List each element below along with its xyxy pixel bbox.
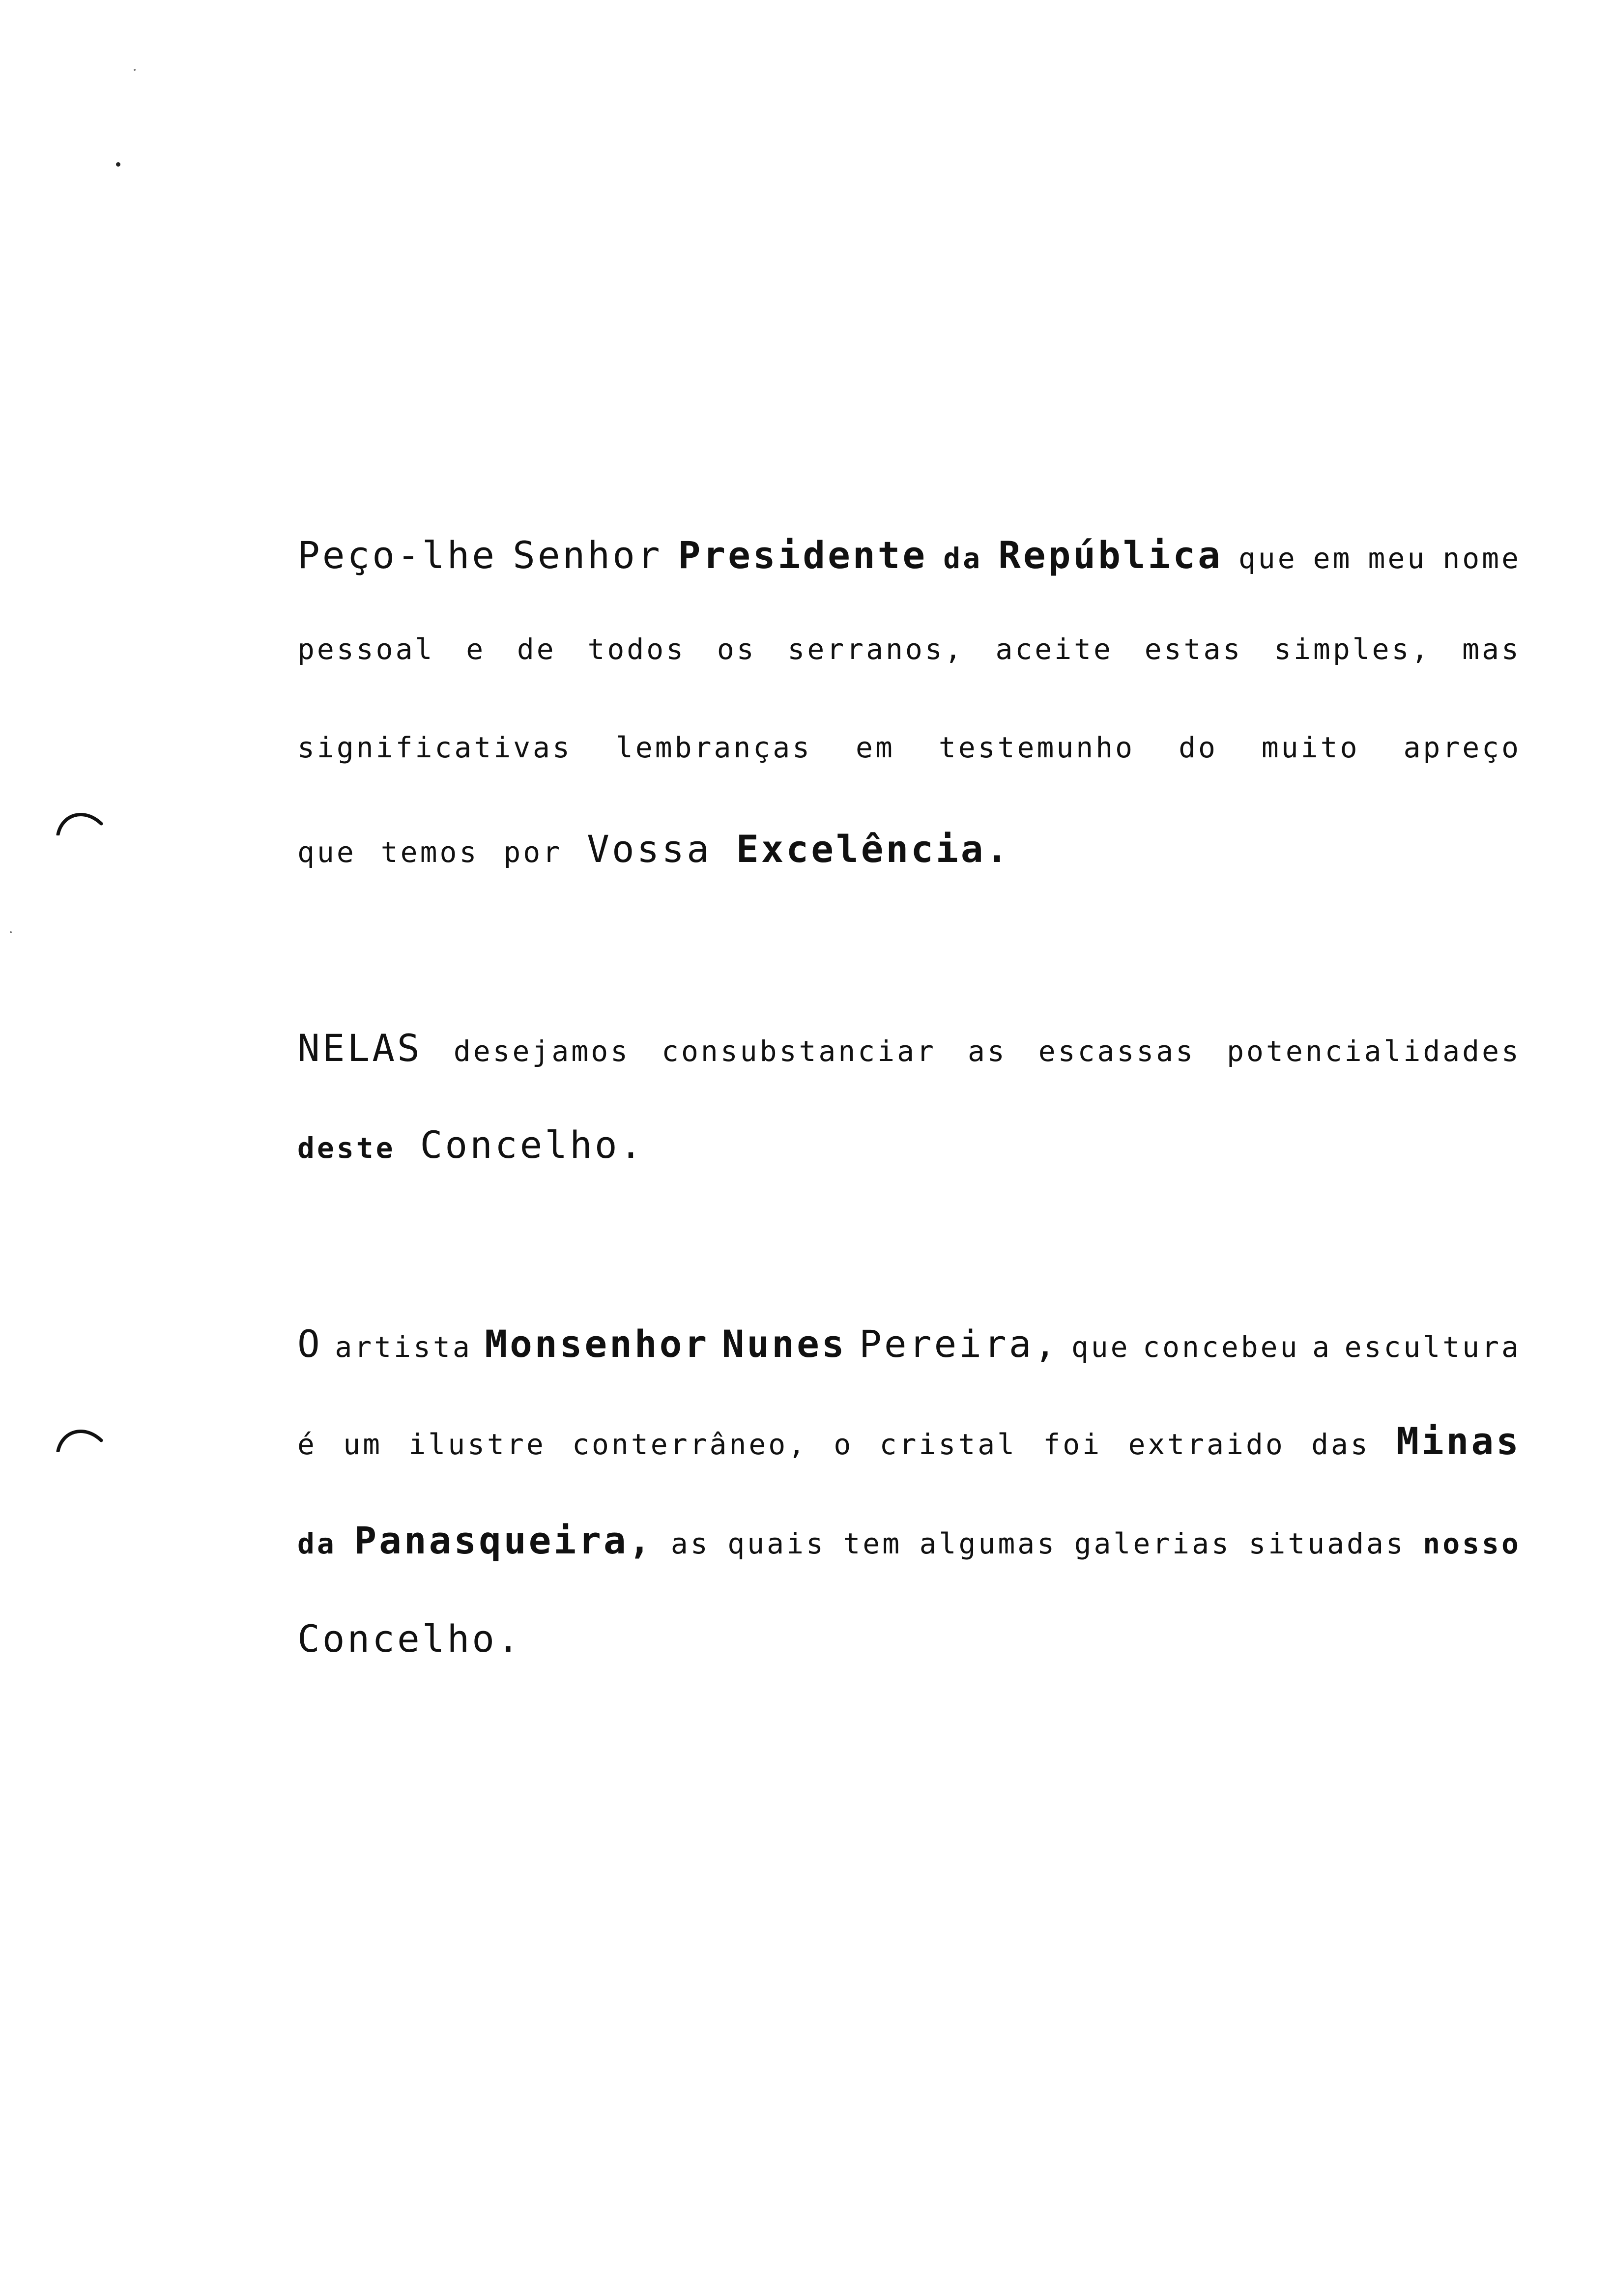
word: escassas xyxy=(1038,1034,1196,1068)
word: tem xyxy=(843,1527,902,1560)
word: conterrâneo, xyxy=(572,1428,808,1461)
word: Concelho. xyxy=(297,1617,522,1661)
word: simples, xyxy=(1274,632,1431,666)
word: consubstanciar xyxy=(662,1034,936,1068)
word: das xyxy=(1311,1428,1370,1461)
word: serranos, xyxy=(787,632,964,666)
word: meu xyxy=(1368,542,1427,575)
scan-speck xyxy=(116,162,120,167)
word: o xyxy=(834,1428,854,1461)
word: temos xyxy=(380,835,479,869)
word: as xyxy=(967,1034,1007,1068)
word: significativas xyxy=(297,731,572,764)
paragraph-1-line-2 xyxy=(297,632,1521,677)
word: extraido xyxy=(1128,1428,1285,1461)
paragraph-3-line-3 xyxy=(297,1519,1521,1563)
word: situadas xyxy=(1248,1527,1406,1560)
word: algumas xyxy=(919,1527,1057,1560)
paragraph-3-line-1 xyxy=(297,1322,1521,1366)
word: testemunho xyxy=(938,731,1135,764)
word: República xyxy=(998,533,1223,577)
scan-speck xyxy=(134,69,136,71)
word: escultura xyxy=(1344,1330,1521,1364)
word: Excelência. xyxy=(736,827,1011,871)
word: Senhor xyxy=(513,533,662,577)
word: Presidente xyxy=(678,533,928,577)
word: nosso xyxy=(1423,1527,1521,1560)
word: concebeu xyxy=(1143,1330,1300,1364)
word: é xyxy=(297,1428,317,1461)
word: em xyxy=(1313,542,1353,575)
paragraph-2-line-1 xyxy=(297,1026,1521,1070)
word: foi xyxy=(1043,1428,1102,1461)
word: que xyxy=(1071,1330,1130,1364)
word: quais xyxy=(727,1527,826,1560)
word: Vossa xyxy=(587,827,712,871)
word: os xyxy=(717,632,756,666)
word: NELAS xyxy=(297,1026,422,1070)
paragraph-3-line-2 xyxy=(297,1419,1521,1464)
word: e xyxy=(466,632,486,666)
word: Nunes xyxy=(721,1322,847,1366)
word: cristal xyxy=(879,1428,1017,1461)
paragraph-1-line-4 xyxy=(297,827,1521,871)
paragraph-1-line-3 xyxy=(297,731,1521,775)
word: nome xyxy=(1442,542,1521,575)
word: pessoal xyxy=(297,632,435,666)
word: deste xyxy=(297,1131,396,1165)
word: as xyxy=(670,1527,710,1560)
word: desejamos xyxy=(453,1034,631,1068)
word: artista xyxy=(335,1330,472,1364)
punch-hole-mark xyxy=(55,806,104,835)
paragraph-3-line-4 xyxy=(297,1617,1521,1661)
word: O xyxy=(297,1322,322,1366)
word: potencialidades xyxy=(1227,1034,1521,1068)
word: que xyxy=(1238,542,1297,575)
word: Panasqueira, xyxy=(354,1519,654,1562)
word: muito xyxy=(1261,731,1360,764)
word: da xyxy=(943,542,983,575)
word: Concelho. xyxy=(420,1123,645,1167)
word: lembranças xyxy=(615,731,812,764)
word: em xyxy=(856,731,895,764)
punch-hole-mark xyxy=(55,1423,104,1452)
word: apreço xyxy=(1403,731,1521,764)
word: de xyxy=(517,632,556,666)
paragraph-1-line-1 xyxy=(297,533,1521,577)
word: estas xyxy=(1144,632,1243,666)
word: galerias xyxy=(1074,1527,1231,1560)
scan-speck xyxy=(10,931,12,933)
word: por xyxy=(503,835,563,869)
word: ilustre xyxy=(408,1428,546,1461)
word: do xyxy=(1179,731,1218,764)
word: um xyxy=(343,1428,383,1461)
word: a xyxy=(1312,1330,1332,1364)
word: Minas xyxy=(1396,1419,1521,1463)
word: Pereira, xyxy=(859,1322,1059,1366)
word: da xyxy=(297,1527,337,1560)
word: que xyxy=(297,835,356,869)
word: todos xyxy=(587,632,686,666)
word: Peço-lhe xyxy=(297,533,497,577)
paragraph-2-line-2 xyxy=(297,1123,1521,1167)
word: Monsenhor xyxy=(485,1322,710,1366)
word: mas xyxy=(1462,632,1521,666)
word: aceite xyxy=(995,632,1113,666)
